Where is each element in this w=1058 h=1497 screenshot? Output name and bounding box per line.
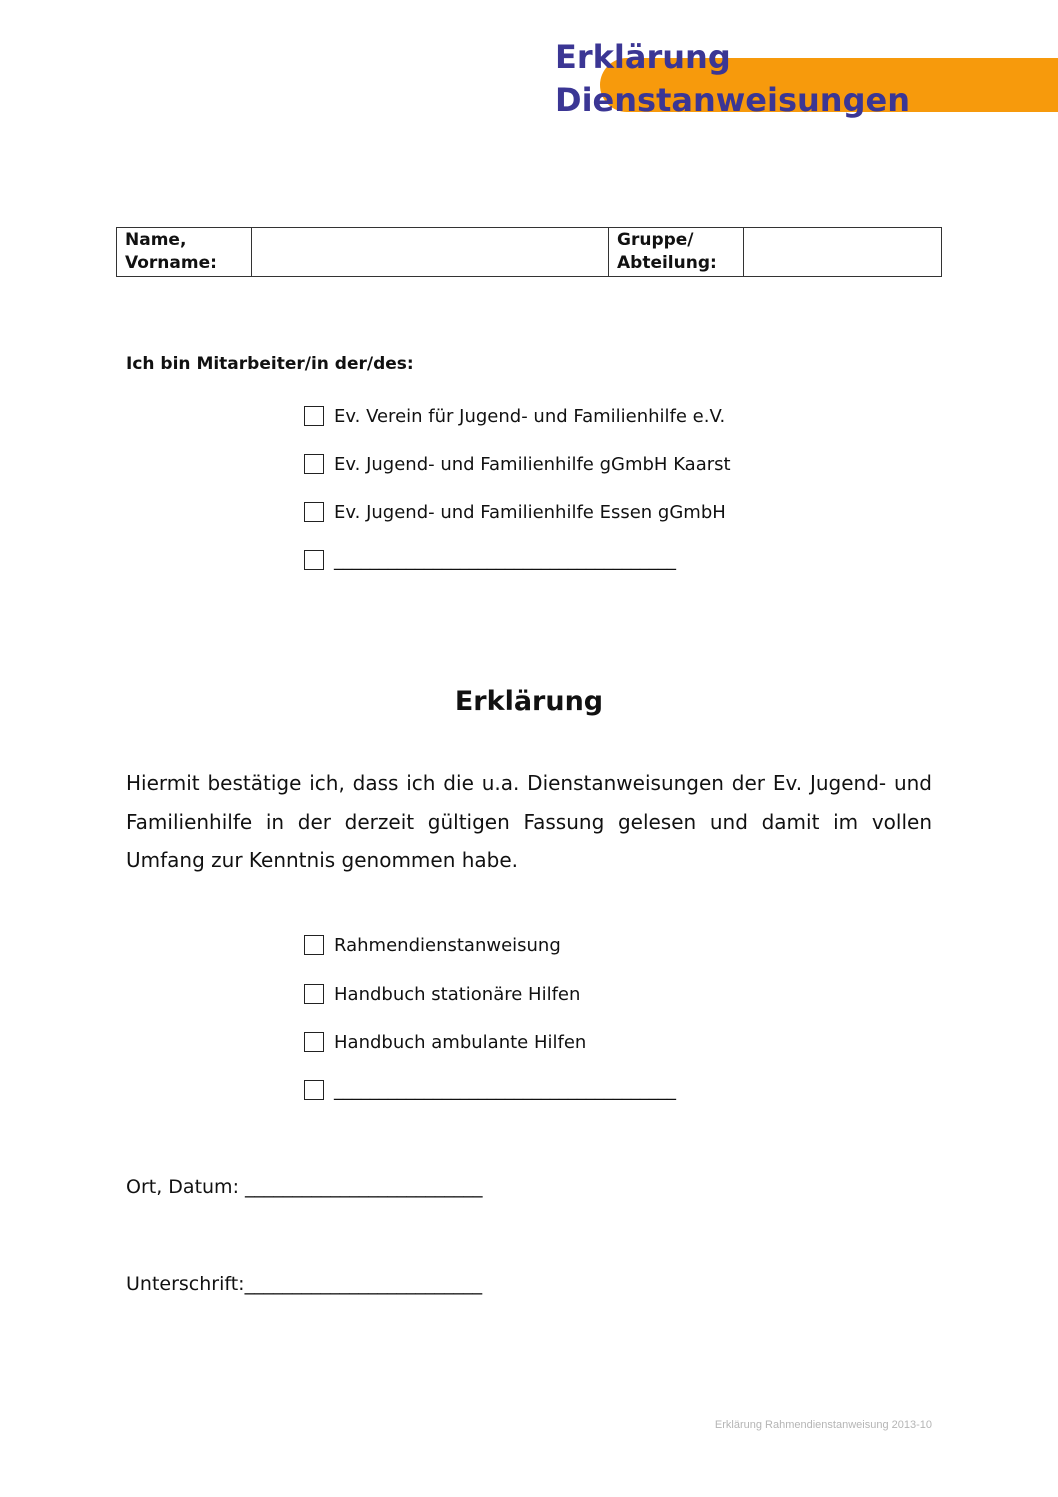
place-date-field[interactable]: Ort, Datum: _________________________ — [126, 1176, 483, 1198]
instruction-option[interactable] — [304, 933, 561, 957]
option-label: Rahmendienstanweisung — [334, 934, 561, 956]
group-field[interactable] — [744, 228, 942, 277]
title-line-2: Dienstanweisungen — [555, 81, 910, 119]
checkbox[interactable] — [304, 406, 324, 426]
employer-option-other[interactable] — [304, 548, 676, 572]
checkbox[interactable] — [304, 502, 324, 522]
employer-option[interactable] — [304, 500, 726, 524]
employer-label: Ich bin Mitarbeiter/in der/des: — [126, 354, 414, 374]
checkbox[interactable] — [304, 454, 324, 474]
option-label: Ev. Jugend- und Familienhilfe gGmbH Kaarst — [334, 453, 731, 475]
declaration-heading: Erklärung — [454, 686, 604, 717]
checkbox[interactable] — [304, 1032, 324, 1052]
option-blank-line[interactable]: ______________________________________ — [334, 549, 676, 571]
footer-text: Erklärung Rahmendienstanweisung 2013-10 — [714, 1419, 932, 1431]
name-field[interactable] — [252, 228, 609, 277]
checkbox[interactable] — [304, 1080, 324, 1100]
option-blank-line[interactable]: ______________________________________ — [334, 1079, 676, 1101]
document-title — [555, 36, 910, 122]
option-label: Ev. Jugend- und Familienhilfe Essen gGmbH — [334, 501, 726, 523]
instruction-option-other[interactable] — [304, 1078, 676, 1102]
checkbox[interactable] — [304, 550, 324, 570]
instruction-option[interactable] — [304, 982, 580, 1006]
title-line-1: Erklärung — [555, 38, 731, 76]
checkbox[interactable] — [304, 935, 324, 955]
name-label: Name, Vorname: — [117, 228, 252, 277]
checkbox[interactable] — [304, 984, 324, 1004]
employer-option[interactable] — [304, 404, 725, 428]
option-label: Handbuch ambulante Hilfen — [334, 1031, 587, 1053]
group-label: Gruppe/ Abteilung: — [609, 228, 744, 277]
declaration-text: Hiermit bestätige ich, dass ich die u.a. Dienstanweisungen der Ev. Jugend- und Familienhilfe in der derzeit gültigen Fassung gelesen und damit im vollen Umfang zur Kenntnis genommen habe. — [126, 771, 932, 872]
instruction-option[interactable] — [304, 1030, 586, 1054]
option-label: Handbuch stationäre Hilfen — [334, 983, 581, 1005]
option-label: Ev. Verein für Jugend- und Familienhilfe e.V. — [334, 405, 726, 427]
signature-field[interactable]: Unterschrift:_________________________ — [126, 1273, 483, 1295]
personal-info-table — [116, 227, 942, 277]
employer-option[interactable] — [304, 452, 731, 476]
